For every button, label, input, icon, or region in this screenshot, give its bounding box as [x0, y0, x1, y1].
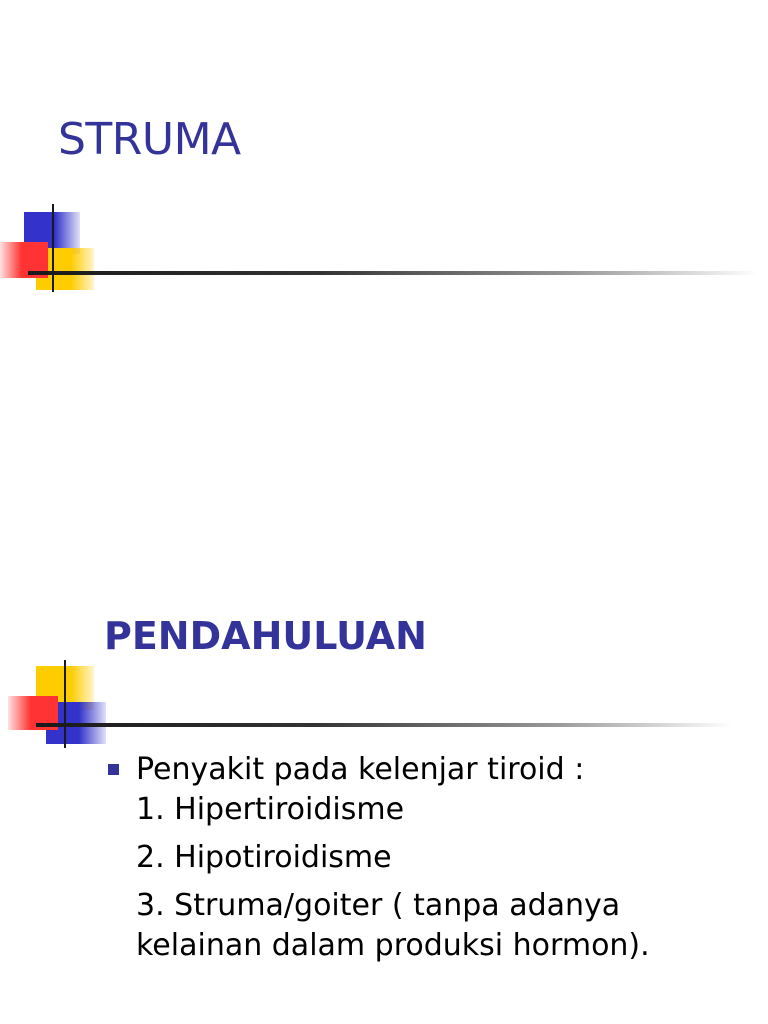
- bullet-text: Penyakit pada kelenjar tiroid :: [136, 752, 585, 787]
- bullet-item: [106, 750, 726, 966]
- list-item: 3. Struma/goiter ( tanpa adanya kelainan dalam produksi hormon).: [136, 888, 650, 963]
- bullet-list: [106, 750, 726, 974]
- slide-pendahuluan: [0, 512, 768, 1024]
- square-bullet-icon: [108, 764, 119, 775]
- list-item: 1. Hipertiroidisme: [136, 792, 405, 827]
- emblem-vertical-line: [52, 204, 54, 292]
- title-underline-rule: [36, 723, 732, 727]
- slide-title: STRUMA: [58, 114, 241, 165]
- color-blocks-emblem-icon: [0, 204, 110, 294]
- color-blocks-emblem-icon: [8, 660, 118, 750]
- title-underline-rule: [28, 271, 758, 275]
- emblem-vertical-line: [64, 660, 66, 748]
- list-item: 2. Hipotiroidisme: [136, 840, 392, 875]
- slide-title: PENDAHULUAN: [104, 614, 427, 658]
